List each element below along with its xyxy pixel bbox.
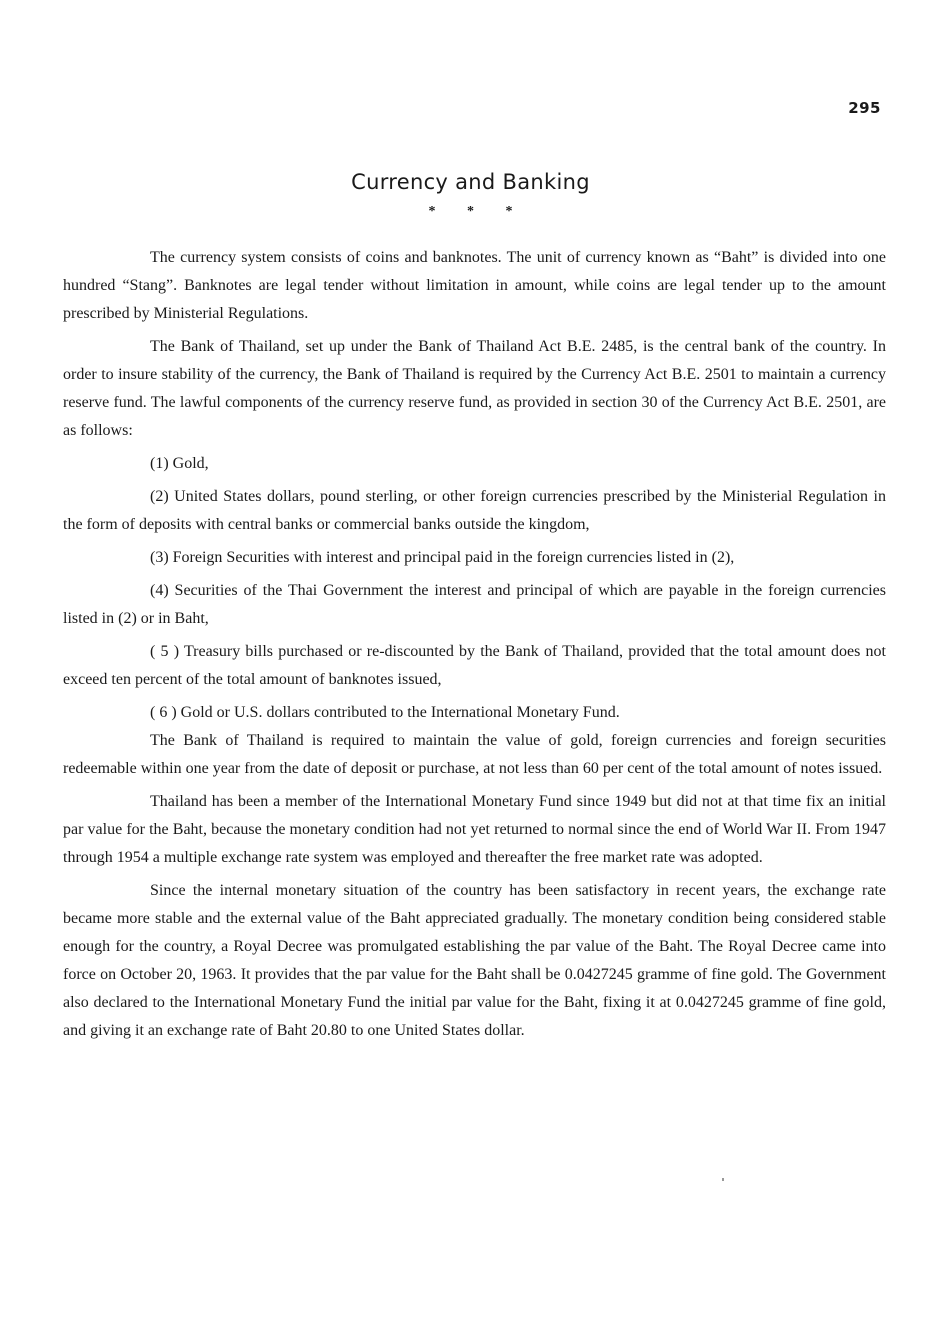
paragraph-reserve-requirement: The Bank of Thailand is required to maintain the value of gold, foreign currencies and foreign securities redeemable within one year from the date of deposit or purchase, at not less than 60 per cent of the total amount of notes issued.	[63, 732, 886, 777]
paragraph-currency-system: The currency system consists of coins and banknotes. The unit of currency known as “Baht” is divided into one hundred “Stang”. Banknotes are legal tender without limitation in amount, while coins are legal tender up to the amount prescribed by Ministerial Regulations.	[63, 249, 886, 322]
page-title: Currency and Banking	[351, 170, 590, 194]
list-item-imf-contribution: ( 6 ) Gold or U.S. dollars contributed to the International Monetary Fund.	[150, 704, 620, 721]
list-item-foreign-currencies: (2) United States dollars, pound sterling, or other foreign currencies prescribed by the Ministerial Regulation in the form of deposits with central banks or commercial banks outside the kingdom,	[63, 488, 886, 533]
page-number: 295	[848, 99, 881, 117]
list-item-thai-government-securities: (4) Securities of the Thai Government the interest and principal of which are payable in the foreign currencies listed in (2) or in Baht,	[63, 582, 886, 627]
paragraph-bank-of-thailand: The Bank of Thailand, set up under the Bank of Thailand Act B.E. 2485, is the central bank of the country. In order to insure stability of the currency, the Bank of Thailand is required by the Currency Act B.E. 2501 to maintain a currency reserve fund. The lawful components of the currency reserve fund, as provided in section 30 of the Currency Act B.E. 2501, are as follows:	[63, 338, 886, 439]
list-item-gold: (1) Gold,	[150, 455, 209, 472]
paragraph-imf-membership: Thailand has been a member of the International Monetary Fund since 1949 but did not at that time fix an initial par value for the Baht, because the monetary condition had not yet returned to normal since the end of World War II. From 1947 through 1954 a multiple exchange rate system was employed and thereafter the free market rate was adopted.	[63, 793, 886, 866]
section-separator: * * *	[428, 204, 513, 219]
list-item-foreign-securities: (3) Foreign Securities with interest and principal paid in the foreign currencies listed in (2),	[150, 549, 735, 566]
scan-speck	[722, 1178, 724, 1181]
paragraph-par-value: Since the internal monetary situation of the country has been satisfactory in recent years, the exchange rate became more stable and the external value of the Baht appreciated gradually. The monetary condition being considered stable enough for the country, a Royal Decree was promulgated establishing the par value of the Baht. The Royal Decree came into force on October 20, 1963. It provides that the par value for the Baht shall be 0.0427245 gramme of fine gold. The Government also declared to the International Monetary Fund the initial par value for the Baht, fixing it at 0.0427245 gramme of fine gold, and giving it an exchange rate of Baht 20.80 to one United States dollar.	[63, 882, 886, 1039]
list-item-treasury-bills: ( 5 ) Treasury bills purchased or re-discounted by the Bank of Thailand, provided that the total amount does not exceed ten percent of the total amount of banknotes issued,	[63, 643, 886, 688]
body-text	[63, 244, 886, 1050]
